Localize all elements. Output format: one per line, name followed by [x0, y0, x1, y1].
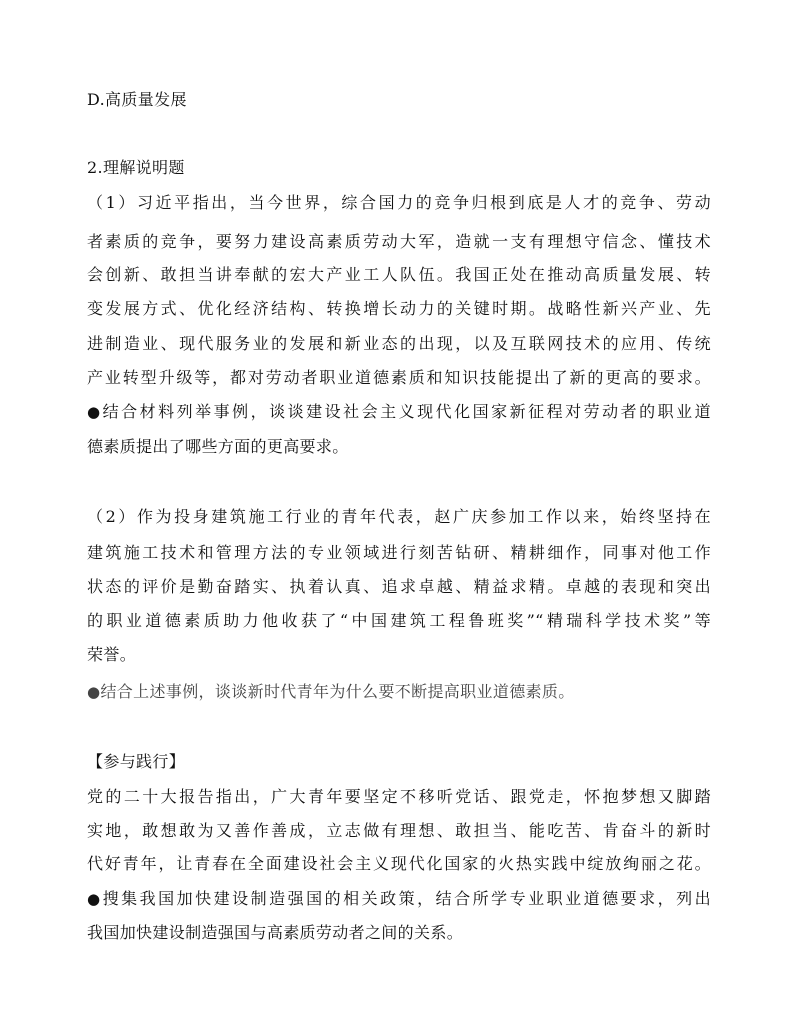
practice-task-line: 我国加快建设制造强国与高素质劳动者之间的关系。: [87, 923, 464, 942]
bullet-icon: ●: [87, 683, 101, 701]
bullet-icon: ●: [87, 403, 101, 421]
q2-task-text: 结合上述事例，谈谈新时代青年为什么要不断提高职业道德素质。: [100, 682, 575, 701]
q1-paragraph-line: 者素质的竞争，要努力建设高素质劳动大军，造就一支有理想守信念、懂技术: [87, 232, 711, 251]
practice-task-text: 搜集我国加快建设制造强国的相关政策，结合所学专业职业道德要求，列出: [100, 889, 711, 908]
q2-paragraph-line: 建筑施工技术和管理方法的专业领域进行刻苦钻研、精耕细作，同事对他工作: [87, 543, 711, 562]
q1-paragraph-line: （1）习近平指出，当今世界，综合国力的竞争归根到底是人才的竞争、劳动: [87, 193, 711, 212]
q1-paragraph-line: 会创新、敢担当讲奉献的宏大产业工人队伍。我国正处在推动高质量发展、转: [87, 265, 711, 284]
q1-task-text: 结合材料列举事例，谈谈建设社会主义现代化国家新征程对劳动者的职业道: [100, 402, 711, 421]
q1-task-line: [87, 400, 711, 424]
q1-paragraph-line: 进制造业、现代服务业的发展和新业态的出现，以及互联网技术的应用、传统: [87, 334, 711, 353]
practice-paragraph-line: 党的二十大报告指出，广大青年要坚定不移听党话、跟党走，怀抱梦想又脚踏: [87, 787, 711, 806]
q2-paragraph-line: 荣誉。: [87, 645, 137, 664]
q2-paragraph-line: 状态的评价是勤奋踏实、执着认真、追求卓越、精益求精。卓越的表现和突出: [87, 577, 711, 596]
q2-paragraph-line: （2）作为投身建筑施工行业的青年代表，赵广庆参加工作以来，始终坚持在: [87, 507, 711, 526]
q2-task-line: [87, 680, 575, 704]
practice-heading: 【参与践行】: [87, 752, 186, 771]
q1-paragraph-line: 产业转型升级等，都对劳动者职业道德素质和知识技能提出了新的更高的要求。: [87, 368, 711, 387]
option-d: D.高质量发展: [87, 90, 187, 109]
q2-paragraph-line: 的职业道德素质助力他收获了“中国建筑工程鲁班奖”“精瑞科学技术奖”等: [87, 611, 711, 630]
q1-task-line: 德素质提出了哪些方面的更高要求。: [87, 437, 349, 456]
bullet-icon: ●: [87, 890, 101, 908]
practice-task-line: [87, 887, 711, 911]
practice-paragraph-line: 实地，敢想敢为又善作善成，立志做有理想、敢担当、能吃苦、肯奋斗的新时: [87, 821, 711, 840]
section-heading: 2.理解说明题: [87, 158, 185, 177]
q1-paragraph-line: 变发展方式、优化经济结构、转换增长动力的关键时期。战略性新兴产业、先: [87, 299, 711, 318]
practice-paragraph-line: 代好青年，让青春在全面建设社会主义现代化国家的火热实践中绽放绚丽之花。: [87, 854, 711, 873]
